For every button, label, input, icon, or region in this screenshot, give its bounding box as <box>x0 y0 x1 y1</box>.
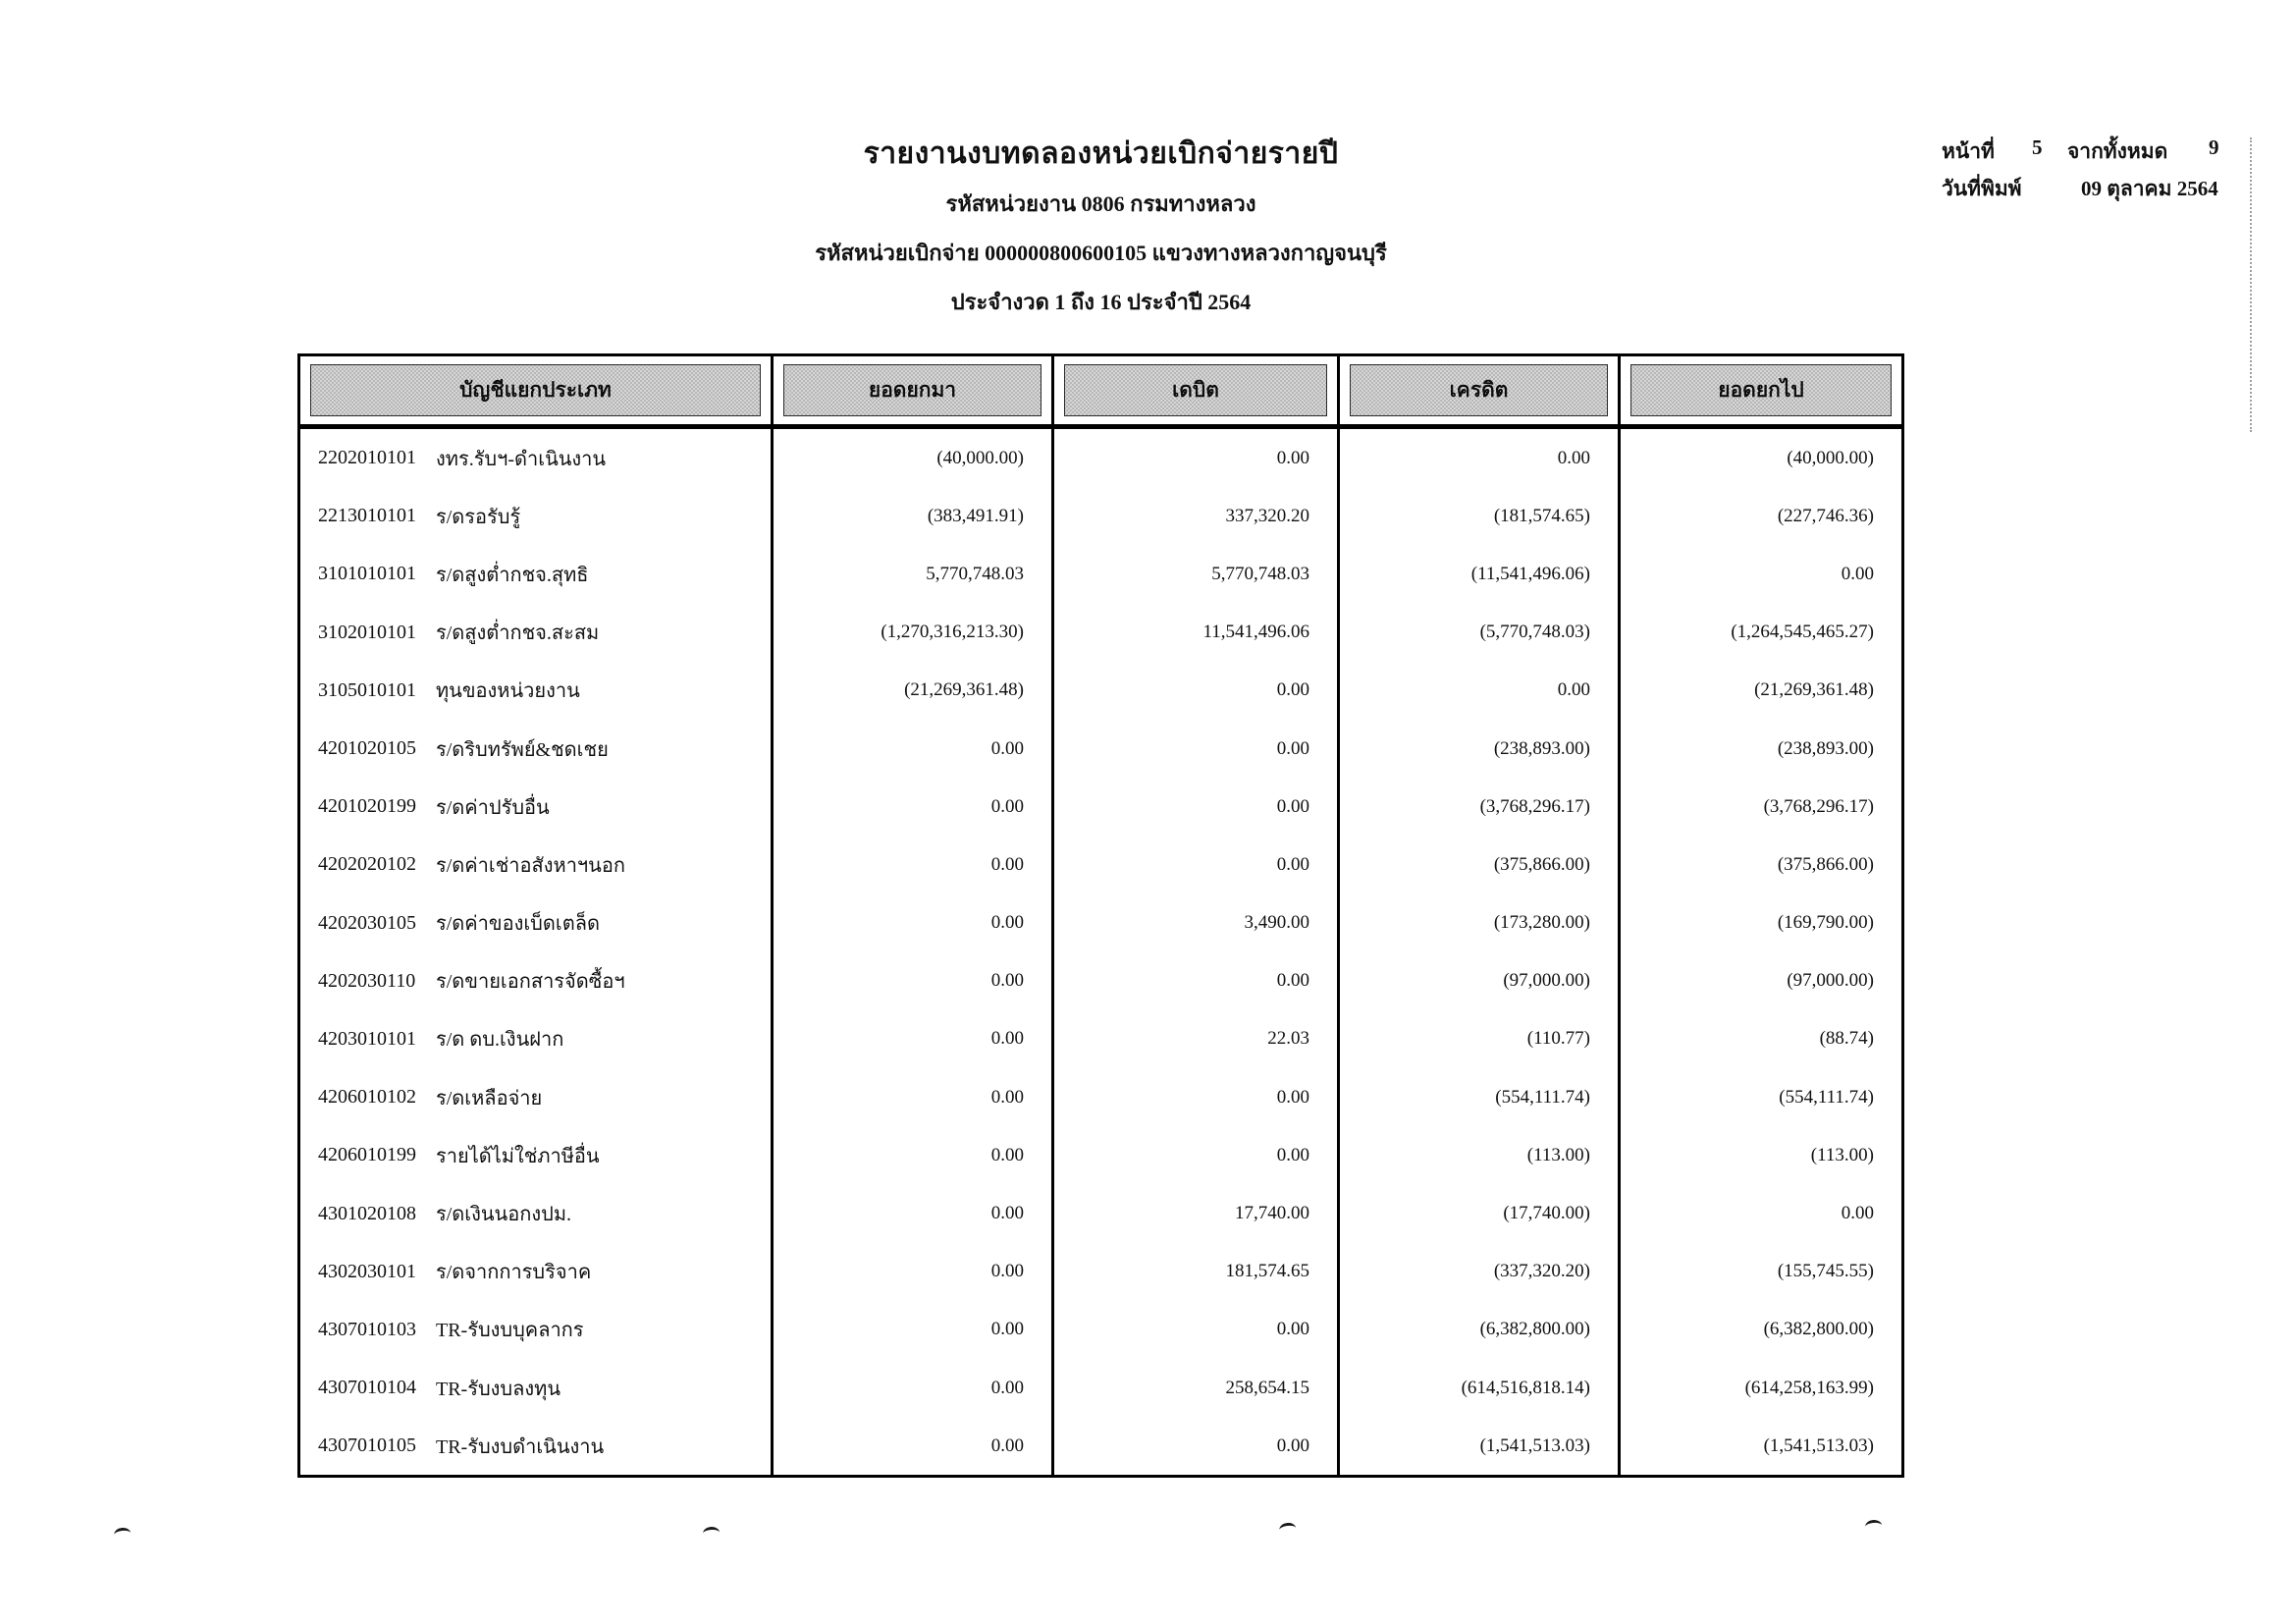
carry-forward-value: 0.00 <box>771 1184 1051 1242</box>
table-row <box>300 778 1901 836</box>
table-row <box>300 429 1901 487</box>
account-name: ร/ดค่าปรับอื่น <box>436 796 550 819</box>
print-date-label: วันที่พิมพ์ <box>1942 177 2022 200</box>
account-code: 4203010101 <box>318 1027 416 1050</box>
carry-forward-value: 0.00 <box>771 778 1051 836</box>
debit-value: 0.00 <box>1051 720 1337 778</box>
carry-forward-value: 0.00 <box>771 1417 1051 1475</box>
credit-value: (375,866.00) <box>1337 836 1618 893</box>
credit-value: 0.00 <box>1337 662 1618 720</box>
table-row <box>300 720 1901 778</box>
debit-value: 3,490.00 <box>1051 894 1337 952</box>
account-code: 4301020108 <box>318 1202 416 1224</box>
debit-value: 11,541,496.06 <box>1051 604 1337 662</box>
table-row <box>300 952 1901 1010</box>
carry-over-value: (113.00) <box>1618 1126 1901 1184</box>
carry-forward-value: 0.00 <box>771 1126 1051 1184</box>
carry-over-value: (1,264,545,465.27) <box>1618 604 1901 662</box>
account-code: 3105010101 <box>318 678 416 701</box>
account-code: 4202030105 <box>318 911 416 934</box>
credit-value: (113.00) <box>1337 1126 1618 1184</box>
account-cell <box>300 1301 771 1359</box>
table-header-row <box>300 356 1901 429</box>
carry-over-value: (375,866.00) <box>1618 836 1901 893</box>
debit-value: 181,574.65 <box>1051 1243 1337 1301</box>
account-cell <box>300 429 771 487</box>
account-cell <box>300 1243 771 1301</box>
carry-over-value: (1,541,513.03) <box>1618 1417 1901 1475</box>
carry-forward-value: (383,491.91) <box>771 487 1051 545</box>
credit-value: (1,541,513.03) <box>1337 1417 1618 1475</box>
account-name: TR-รับงบดำเนินงาน <box>436 1435 605 1458</box>
table-body <box>300 429 1901 1475</box>
header-label-carry-forward: ยอดยกมา <box>783 364 1041 416</box>
account-code: 4206010199 <box>318 1144 416 1166</box>
header-cell-account <box>300 356 771 424</box>
debit-value: 0.00 <box>1051 1126 1337 1184</box>
table-row <box>300 1126 1901 1184</box>
total-pages-value: 9 <box>2209 135 2219 159</box>
carry-over-value: (88.74) <box>1618 1010 1901 1068</box>
carry-forward-value: (40,000.00) <box>771 429 1051 487</box>
account-code: 3102010101 <box>318 621 416 643</box>
period-line: ประจำงวด 1 ถึง 16 ประจำปี 2564 <box>950 290 1252 314</box>
trial-balance-table <box>297 353 1904 1478</box>
debit-value: 0.00 <box>1051 836 1337 893</box>
carry-over-value: (554,111.74) <box>1618 1068 1901 1126</box>
table-row <box>300 1417 1901 1475</box>
account-cell <box>300 1010 771 1068</box>
header-cell-carry-over <box>1618 356 1901 424</box>
account-code: 4202020102 <box>318 853 416 876</box>
credit-value: (337,320.20) <box>1337 1243 1618 1301</box>
account-name: ร/ดสูงต่ำกชจ.สุทธิ <box>436 564 589 586</box>
table-row <box>300 1243 1901 1301</box>
account-code: 4202030110 <box>318 969 416 992</box>
account-code: 3101010101 <box>318 563 416 585</box>
header-cell-carry-forward <box>771 356 1051 424</box>
header-label-credit: เครดิต <box>1350 364 1608 416</box>
account-name: รายได้ไม่ใช่ภาษีอื่น <box>436 1145 600 1167</box>
account-code: 4201020199 <box>318 795 416 818</box>
account-cell <box>300 836 771 893</box>
carry-forward-value: 0.00 <box>771 1010 1051 1068</box>
scan-stroke-artifact <box>1279 1522 1297 1532</box>
table-row <box>300 1010 1901 1068</box>
credit-value: (181,574.65) <box>1337 487 1618 545</box>
table-row <box>300 487 1901 545</box>
account-cell <box>300 894 771 952</box>
credit-value: (554,111.74) <box>1337 1068 1618 1126</box>
table-row <box>300 545 1901 603</box>
scan-stroke-artifact <box>114 1527 132 1537</box>
credit-value: (3,768,296.17) <box>1337 778 1618 836</box>
credit-value: (17,740.00) <box>1337 1184 1618 1242</box>
account-code: 4201020105 <box>318 737 416 760</box>
account-cell <box>300 778 771 836</box>
table-row <box>300 1359 1901 1417</box>
carry-forward-value: 0.00 <box>771 894 1051 952</box>
credit-value: 0.00 <box>1337 429 1618 487</box>
carry-forward-value: 0.00 <box>771 1359 1051 1417</box>
carry-over-value: (155,745.55) <box>1618 1243 1901 1301</box>
page-number-label: หน้าที่ <box>1942 139 1995 163</box>
carry-over-value: (97,000.00) <box>1618 952 1901 1010</box>
disbursement-code-line: รหัสหน่วยเบิกจ่าย 000000800600105 แขวงทางหลวงกาญจนบุรี <box>815 241 1387 265</box>
account-name: ทุนของหน่วยงาน <box>436 680 580 703</box>
debit-value: 0.00 <box>1051 1301 1337 1359</box>
account-name: ร/ดค่าของเบ็ดเตล็ด <box>436 913 600 936</box>
carry-forward-value: 0.00 <box>771 720 1051 778</box>
scan-edge-dots-artifact <box>2250 137 2252 432</box>
scan-stroke-artifact <box>1865 1519 1883 1528</box>
carry-forward-value: 0.00 <box>771 1068 1051 1126</box>
account-cell <box>300 662 771 720</box>
account-cell <box>300 1126 771 1184</box>
debit-value: 5,770,748.03 <box>1051 545 1337 603</box>
account-cell <box>300 1184 771 1242</box>
carry-forward-value: 5,770,748.03 <box>771 545 1051 603</box>
credit-value: (97,000.00) <box>1337 952 1618 1010</box>
account-name: ร/ด ดบ.เงินฝาก <box>436 1029 564 1052</box>
account-code: 4307010105 <box>318 1435 416 1457</box>
debit-value: 17,740.00 <box>1051 1184 1337 1242</box>
credit-value: (11,541,496.06) <box>1337 545 1618 603</box>
scan-stroke-artifact <box>703 1526 721 1535</box>
account-name: ร/ดจากการบริจาค <box>436 1262 592 1284</box>
account-name: ร/ดขายเอกสารจัดซื้อฯ <box>436 971 625 994</box>
carry-over-value: (614,258,163.99) <box>1618 1359 1901 1417</box>
agency-code-line: รหัสหน่วยงาน 0806 กรมทางหลวง <box>945 191 1256 216</box>
account-code: 4206010102 <box>318 1086 416 1109</box>
credit-value: (110.77) <box>1337 1010 1618 1068</box>
account-name: ร/ดรอรับรู้ <box>436 506 521 528</box>
debit-value: 0.00 <box>1051 1417 1337 1475</box>
account-name: ร/ดค่าเช่าอสังหาฯนอก <box>436 854 625 877</box>
carry-over-value: (3,768,296.17) <box>1618 778 1901 836</box>
credit-value: (614,516,818.14) <box>1337 1359 1618 1417</box>
account-code: 4307010104 <box>318 1377 416 1399</box>
carry-forward-value: (1,270,316,213.30) <box>771 604 1051 662</box>
account-name: ร/ดเงินนอกงปม. <box>436 1204 571 1226</box>
table-row <box>300 604 1901 662</box>
debit-value: 258,654.15 <box>1051 1359 1337 1417</box>
carry-forward-value: 0.00 <box>771 1243 1051 1301</box>
debit-value: 0.00 <box>1051 778 1337 836</box>
carry-over-value: (21,269,361.48) <box>1618 662 1901 720</box>
credit-value: (173,280.00) <box>1337 894 1618 952</box>
account-name: TR-รับงบลงทุน <box>436 1378 561 1400</box>
account-cell <box>300 1417 771 1475</box>
debit-value: 22.03 <box>1051 1010 1337 1068</box>
debit-value: 0.00 <box>1051 1068 1337 1126</box>
header-label-account: บัญชีแยกประเภท <box>310 364 761 416</box>
account-name: ร/ดเหลือจ่าย <box>436 1087 543 1110</box>
carry-over-value: 0.00 <box>1618 1184 1901 1242</box>
credit-value: (238,893.00) <box>1337 720 1618 778</box>
account-name: ร/ดสูงต่ำกชจ.สะสม <box>436 623 600 645</box>
table-row <box>300 1184 1901 1242</box>
table-row <box>300 894 1901 952</box>
header-label-carry-over: ยอดยกไป <box>1630 364 1892 416</box>
table-row <box>300 836 1901 893</box>
header-cell-credit <box>1337 356 1618 424</box>
account-code: 2202010101 <box>318 447 416 469</box>
carry-over-value: (169,790.00) <box>1618 894 1901 952</box>
carry-forward-value: 0.00 <box>771 1301 1051 1359</box>
account-code: 4302030101 <box>318 1260 416 1282</box>
carry-forward-value: 0.00 <box>771 836 1051 893</box>
account-cell <box>300 720 771 778</box>
table-row <box>300 1068 1901 1126</box>
total-pages-label: จากทั้งหมด <box>2067 139 2168 163</box>
header-label-debit: เดบิต <box>1064 364 1327 416</box>
account-cell <box>300 487 771 545</box>
carry-over-value: (40,000.00) <box>1618 429 1901 487</box>
debit-value: 0.00 <box>1051 952 1337 1010</box>
account-cell <box>300 604 771 662</box>
carry-over-value: (6,382,800.00) <box>1618 1301 1901 1359</box>
debit-value: 0.00 <box>1051 429 1337 487</box>
carry-over-value: 0.00 <box>1618 545 1901 603</box>
carry-forward-value: (21,269,361.48) <box>771 662 1051 720</box>
carry-over-value: (227,746.36) <box>1618 487 1901 545</box>
credit-value: (5,770,748.03) <box>1337 604 1618 662</box>
account-name: งทร.รับฯ-ดำเนินงาน <box>436 448 607 470</box>
account-code: 2213010101 <box>318 505 416 527</box>
debit-value: 0.00 <box>1051 662 1337 720</box>
account-name: TR-รับงบบุคลากร <box>436 1320 584 1342</box>
account-cell <box>300 1068 771 1126</box>
report-title: รายงานงบทดลองหน่วยเบิกจ่ายรายปี <box>863 137 1339 170</box>
account-code: 4307010103 <box>318 1318 416 1340</box>
carry-forward-value: 0.00 <box>771 952 1051 1010</box>
table-row <box>300 662 1901 720</box>
print-date-value: 09 ตุลาคม 2564 <box>2081 177 2218 200</box>
header-cell-debit <box>1051 356 1337 424</box>
account-cell <box>300 545 771 603</box>
debit-value: 337,320.20 <box>1051 487 1337 545</box>
table-row <box>300 1301 1901 1359</box>
credit-value: (6,382,800.00) <box>1337 1301 1618 1359</box>
carry-over-value: (238,893.00) <box>1618 720 1901 778</box>
page-number-value: 5 <box>2032 135 2043 159</box>
account-cell <box>300 1359 771 1417</box>
account-name: ร/ดริบทรัพย์&ชดเชย <box>436 738 609 761</box>
account-cell <box>300 952 771 1010</box>
